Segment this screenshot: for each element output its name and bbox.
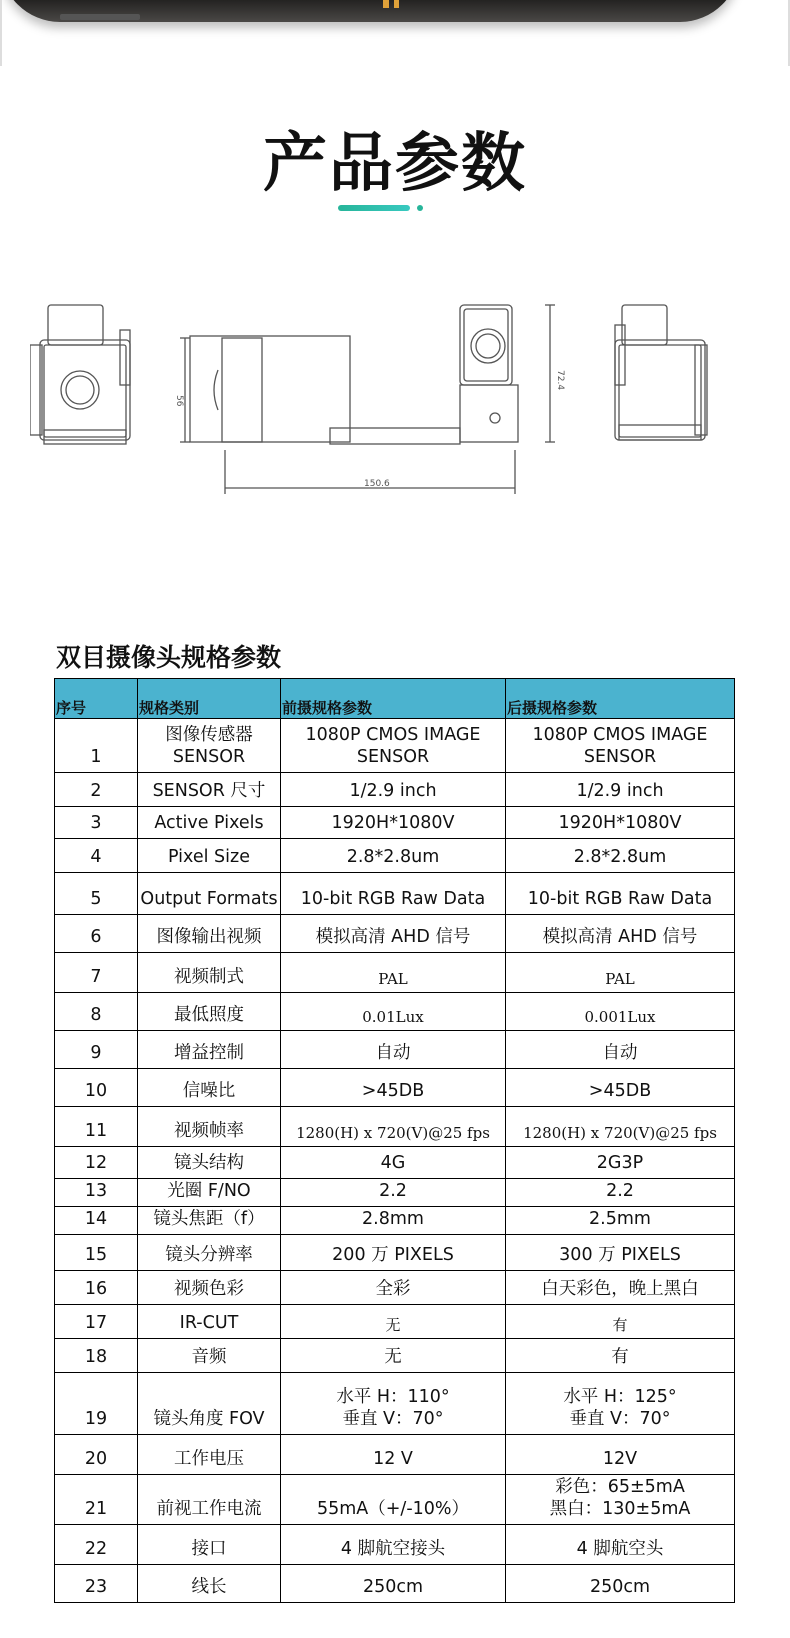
table-row [55, 1565, 735, 1603]
cell-rear [506, 1207, 735, 1235]
cell-rear [506, 1339, 735, 1373]
cell-front [281, 719, 506, 773]
cell-category-line: 视频帧率 [174, 1121, 244, 1142]
cell-rear [506, 873, 735, 915]
cell-rear [506, 1475, 735, 1525]
cell-front [281, 1207, 506, 1235]
cell-category-line: 镜头焦距（f） [153, 1209, 265, 1230]
cell-front [281, 915, 506, 953]
cell-category-line: 最低照度 [174, 1005, 244, 1026]
dim-height-right-label: 72.4 [555, 370, 565, 391]
cell-no: 12 [55, 1147, 138, 1179]
cell-no: 22 [55, 1525, 138, 1565]
cell-rear-line: 300 万 PIXELS [559, 1245, 681, 1266]
cell-no: 5 [55, 873, 138, 915]
cell-category-line: 镜头结构 [174, 1153, 244, 1174]
cell-front-line: 12 V [373, 1449, 413, 1470]
cell-front [281, 1525, 506, 1565]
side-view-left [30, 305, 130, 444]
cell-front [281, 1565, 506, 1603]
table-row [55, 1373, 735, 1435]
cell-front-line: 4 脚航空接头 [340, 1539, 446, 1560]
cell-category [138, 1107, 281, 1147]
cell-rear [506, 1525, 735, 1565]
cell-category [138, 1565, 281, 1603]
cell-rear-line: 0.001Lux [584, 1007, 656, 1026]
cell-category [138, 1271, 281, 1305]
cell-front-line: 1280(H) x 720(V)@25 fps [296, 1123, 490, 1142]
cell-category-line: 信噪比 [182, 1081, 236, 1102]
cell-no: 19 [55, 1373, 138, 1435]
cell-category [138, 1031, 281, 1069]
cell-front-line: 250cm [362, 1577, 424, 1598]
spec-table-body [55, 719, 735, 1603]
cell-rear [506, 953, 735, 993]
cell-rear-line: 垂直 V：70° [569, 1409, 671, 1430]
cell-category [138, 807, 281, 839]
cell-front [281, 1069, 506, 1107]
cell-front-line: SENSOR [356, 747, 430, 768]
cell-rear [506, 1235, 735, 1271]
cell-category-line: 镜头分辨率 [165, 1245, 253, 1266]
cell-front [281, 1031, 506, 1069]
table-row [55, 1107, 735, 1147]
cell-rear-line: 黑白：130±5mA [549, 1499, 691, 1520]
cell-rear [506, 773, 735, 807]
table-row [55, 1339, 735, 1373]
cell-rear-line: 250cm [589, 1577, 651, 1598]
device-accent-2 [394, 0, 399, 8]
cell-front [281, 953, 506, 993]
cell-rear-line: 有 [612, 1315, 628, 1334]
cell-rear-line: >45DB [588, 1081, 652, 1102]
cell-front [281, 1271, 506, 1305]
cell-category-line: 增益控制 [174, 1043, 244, 1064]
cell-rear-line: 自动 [602, 1043, 638, 1064]
table-row [55, 839, 735, 873]
cell-category [138, 873, 281, 915]
cell-no: 23 [55, 1565, 138, 1603]
cell-front-line: 4G [380, 1153, 406, 1174]
cell-front-line: 水平 H：110° [336, 1386, 450, 1407]
cell-category [138, 915, 281, 953]
cell-front [281, 1179, 506, 1207]
device-slot [60, 14, 140, 20]
cell-front [281, 1147, 506, 1179]
cell-front-line: 55mA（+/-10%） [316, 1499, 470, 1520]
cell-rear-line: 1920H*1080V [558, 813, 682, 834]
cell-no: 16 [55, 1271, 138, 1305]
table-row [55, 719, 735, 773]
side-view-right [615, 305, 707, 440]
col-header-front: 前摄规格参数 [281, 679, 506, 719]
cell-category-line: 镜头角度 FOV [153, 1409, 265, 1430]
cell-category [138, 1179, 281, 1207]
technical-drawing [30, 300, 760, 530]
cell-category-line: 光圈 F/NO [167, 1181, 251, 1202]
cell-no: 2 [55, 773, 138, 807]
cell-rear-line: 水平 H：125° [563, 1386, 677, 1407]
cell-front [281, 873, 506, 915]
cell-rear-line: SENSOR [583, 747, 657, 768]
cell-category [138, 1207, 281, 1235]
cell-category-line: 前视工作电流 [156, 1499, 262, 1520]
cell-category [138, 839, 281, 873]
cell-front-line: 1920H*1080V [331, 813, 455, 834]
cell-rear-line: 模拟高清 AHD 信号 [542, 927, 698, 948]
cell-category [138, 719, 281, 773]
table-row [55, 1305, 735, 1339]
cell-category [138, 1525, 281, 1565]
cell-no: 9 [55, 1031, 138, 1069]
cell-category [138, 1373, 281, 1435]
cell-front-line: 0.01Lux [362, 1007, 424, 1026]
cell-rear-line: 2G3P [596, 1153, 644, 1174]
cell-category-line: SENSOR 尺寸 [152, 781, 266, 802]
col-header-no: 序号 [55, 679, 138, 719]
table-row [55, 773, 735, 807]
cell-front [281, 807, 506, 839]
cell-category [138, 1339, 281, 1373]
cell-rear [506, 839, 735, 873]
cell-rear-line: 10-bit RGB Raw Data [527, 889, 713, 910]
product-photo-top [0, 0, 790, 66]
dim-height-left-label: 56 [174, 395, 184, 407]
cell-front [281, 839, 506, 873]
cell-front-line: 垂直 V：70° [342, 1409, 444, 1430]
cell-rear [506, 993, 735, 1031]
cell-no: 3 [55, 807, 138, 839]
cell-front [281, 1235, 506, 1271]
cell-front [281, 1339, 506, 1373]
cell-category-line: 图像传感器 [165, 724, 253, 745]
cell-front [281, 773, 506, 807]
cell-rear [506, 1565, 735, 1603]
cell-no: 13 [55, 1179, 138, 1207]
cell-front-line: 模拟高清 AHD 信号 [315, 927, 471, 948]
cell-no: 1 [55, 719, 138, 773]
cell-no: 14 [55, 1207, 138, 1235]
heading-underline-dot [417, 205, 423, 211]
table-row [55, 873, 735, 915]
table-row [55, 1179, 735, 1207]
cell-category [138, 993, 281, 1031]
cell-rear [506, 719, 735, 773]
cell-rear [506, 1147, 735, 1179]
col-header-category: 规格类别 [138, 679, 281, 719]
cell-front-line: >45DB [361, 1081, 425, 1102]
cell-no: 20 [55, 1435, 138, 1475]
cell-rear [506, 807, 735, 839]
cell-front-line: 2.8*2.8um [346, 847, 440, 868]
table-row [55, 915, 735, 953]
cell-front [281, 1475, 506, 1525]
table-row [55, 993, 735, 1031]
cell-rear-line: 2.5mm [589, 1209, 651, 1230]
cell-category [138, 1305, 281, 1339]
spec-table [54, 678, 735, 1603]
cell-front-line: 无 [384, 1347, 402, 1368]
table-row [55, 1147, 735, 1179]
table-row [55, 1435, 735, 1475]
cell-no: 8 [55, 993, 138, 1031]
cell-front [281, 993, 506, 1031]
table-row [55, 1525, 735, 1565]
cell-category-line: Output Formats [140, 889, 278, 910]
cell-category-line: 工作电压 [174, 1449, 244, 1470]
cell-rear-line: 2.2 [606, 1181, 634, 1202]
cell-category-line: 音频 [191, 1347, 227, 1368]
cell-front-line: 1080P CMOS IMAGE [305, 724, 481, 745]
cell-front-line: PAL [378, 969, 408, 988]
cell-category-line: IR-CUT [179, 1313, 239, 1334]
heading-underline [338, 205, 410, 211]
cell-rear [506, 915, 735, 953]
cell-rear-line: 1280(H) x 720(V)@25 fps [523, 1123, 717, 1142]
dim-width-label: 150.6 [364, 479, 390, 489]
cell-no: 10 [55, 1069, 138, 1107]
cell-rear-line: PAL [605, 969, 635, 988]
cell-no: 17 [55, 1305, 138, 1339]
cell-front-line: 全彩 [375, 1279, 411, 1300]
cell-no: 6 [55, 915, 138, 953]
cell-rear-line: 有 [611, 1347, 629, 1368]
cell-rear-line: 1/2.9 inch [576, 781, 664, 802]
cell-front-line: 自动 [375, 1043, 411, 1064]
cell-front [281, 1435, 506, 1475]
section-heading: 产品参数 [263, 127, 527, 201]
table-row [55, 807, 735, 839]
cell-rear-line: 1080P CMOS IMAGE [532, 724, 708, 745]
cell-no: 21 [55, 1475, 138, 1525]
cell-category-line: 线长 [191, 1577, 227, 1598]
cell-no: 15 [55, 1235, 138, 1271]
cell-front-line: 无 [385, 1315, 401, 1334]
table-row [55, 1235, 735, 1271]
cell-front-line: 10-bit RGB Raw Data [300, 889, 486, 910]
cell-category [138, 1435, 281, 1475]
device-accent [383, 0, 389, 8]
front-view-center [180, 305, 555, 494]
table-row [55, 1271, 735, 1305]
cell-category [138, 1069, 281, 1107]
cell-rear [506, 1305, 735, 1339]
table-row [55, 1031, 735, 1069]
cell-category-line: SENSOR [172, 747, 246, 768]
cell-front-line: 1/2.9 inch [349, 781, 437, 802]
cell-front-line: 2.8mm [362, 1209, 424, 1230]
cell-category [138, 1147, 281, 1179]
cell-category-line: 图像输出视频 [156, 927, 262, 948]
cell-category-line: 接口 [191, 1539, 227, 1560]
cell-front-line: 200 万 PIXELS [332, 1245, 454, 1266]
cell-category-line: 视频制式 [174, 967, 244, 988]
table-row [55, 1069, 735, 1107]
cell-no: 18 [55, 1339, 138, 1373]
cell-rear-line: 2.8*2.8um [573, 847, 667, 868]
table-row [55, 953, 735, 993]
cell-category [138, 953, 281, 993]
cell-category-line: 视频色彩 [174, 1279, 244, 1300]
cell-category-line: Pixel Size [168, 847, 250, 868]
cell-category [138, 1475, 281, 1525]
table-row [55, 1475, 735, 1525]
cell-no: 7 [55, 953, 138, 993]
cell-rear-line: 彩色：65±5mA [555, 1476, 685, 1497]
photo-edge-left [0, 0, 2, 66]
cell-rear [506, 1271, 735, 1305]
cell-rear [506, 1179, 735, 1207]
cell-no: 11 [55, 1107, 138, 1147]
cell-rear-line: 白天彩色，晚上黑白 [541, 1279, 699, 1300]
cell-rear [506, 1373, 735, 1435]
cell-no: 4 [55, 839, 138, 873]
cell-front-line: 2.2 [379, 1181, 407, 1202]
cell-front [281, 1373, 506, 1435]
cell-category-line: Active Pixels [154, 813, 264, 834]
cell-rear [506, 1069, 735, 1107]
cell-front [281, 1305, 506, 1339]
cell-category [138, 1235, 281, 1271]
table-title: 双目摄像头规格参数 [56, 643, 282, 672]
cell-front [281, 1107, 506, 1147]
cell-rear [506, 1107, 735, 1147]
cell-category [138, 773, 281, 807]
cell-rear-line: 12V [602, 1449, 638, 1470]
cell-rear-line: 4 脚航空头 [576, 1539, 664, 1560]
table-row [55, 1207, 735, 1235]
col-header-rear: 后摄规格参数 [506, 679, 735, 719]
cell-rear [506, 1031, 735, 1069]
cell-rear [506, 1435, 735, 1475]
table-header-row [55, 679, 735, 719]
